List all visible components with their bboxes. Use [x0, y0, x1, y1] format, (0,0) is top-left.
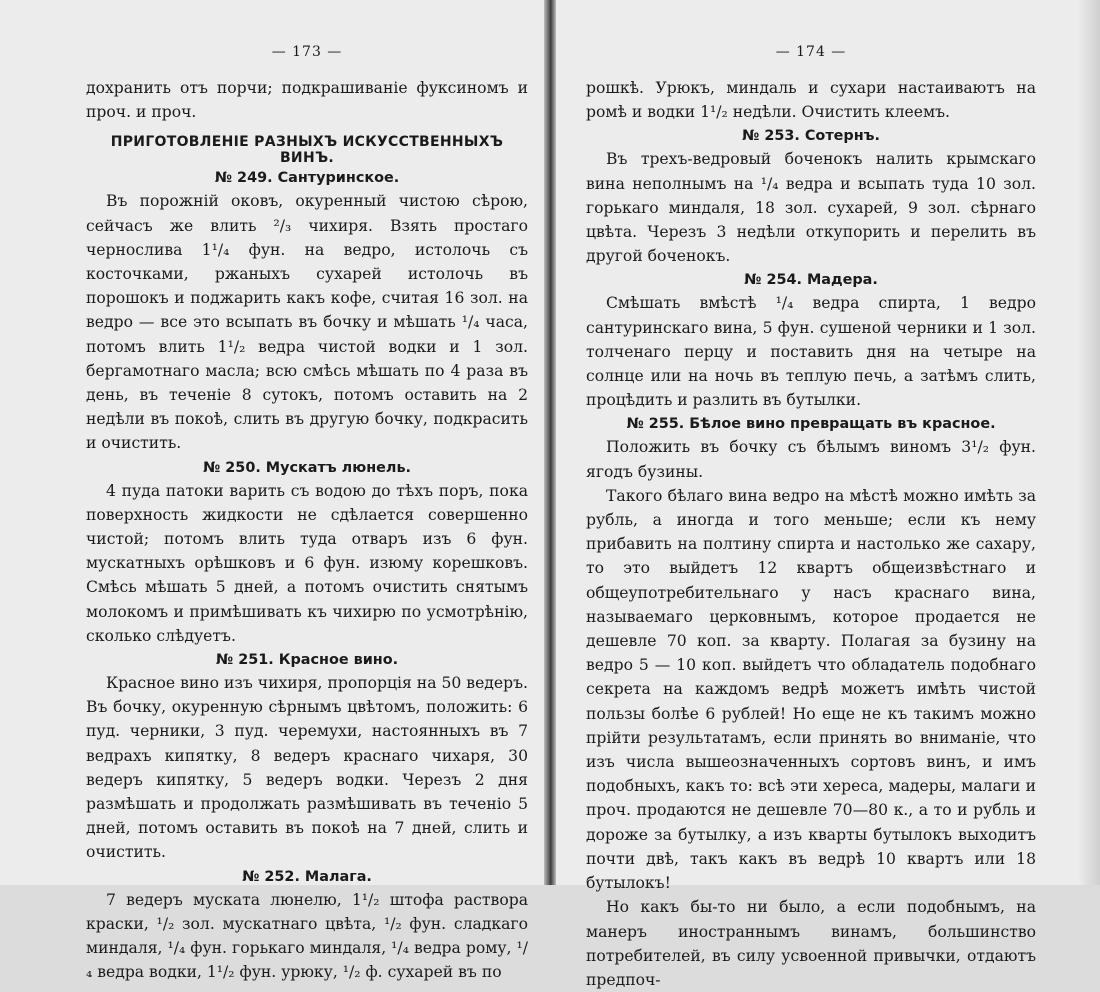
section-title: ПРИГОТОВЛЕНІЕ РАЗНЫХЪ ИСКУССТВЕННЫХЪ ВИНЪ. — [110, 134, 504, 167]
page-edge — [1078, 0, 1100, 885]
recipe-title: № 249. Сантуринское. — [214, 170, 400, 187]
recipe-text: Такого бѣлаго вина ведро на мѣстѣ можно имѣть за рубль, а иногда и того меньше; если къ нему прибавить на полтину спирта и настолько же сахару, то это выйдетъ 12 квартъ общеизвѣстнаго и общеупотребительнаго у насъ краснаго вина, называемаго церковнымъ, которое продается не дешевле 70 коп. за кварту. Полагая за бузину на ведро 5 — 10 коп. выйдетъ что обладатель подобнаго секрета на каждомъ ведрѣ можетъ имѣть чистой пользы болѣе 6 рублей! Но еще не къ такимъ можно прійти результатамъ, если принять во вниманіе, что изъ числа вышеозначенныхъ сортовъ винъ, и имъ подобныхъ, какъ то: всѣ эти хереса, мадеры, малаги и проч. продаются не дешевле 70—80 к., а то и рубль и дороже за бутылку, а изъ кварты бутылокъ выходитъ почти двѣ, такъ какъ въ ведрѣ 10 квартъ или 18 бутылокъ! — [586, 486, 1036, 893]
recipe-title: № 252. Малага. — [242, 868, 372, 885]
page-number: — 173 — — [271, 44, 343, 60]
page-number: — 174 — — [775, 44, 847, 60]
recipe-title: № 251. Красное вино. — [215, 652, 399, 669]
recipe-text: Но какъ бы-то ни было, а если подобнымъ, на манеръ иностраннымъ винамъ, большинство потребителей, въ силу усвоенной привычки, отдаютъ предпоч- — [586, 898, 1036, 989]
recipe-title: № 255. Бѣлое вино превращать въ красное. — [626, 416, 996, 433]
intro-text: дохранить отъ порчи; подкрашиваніе фуксиномъ и проч. и проч. — [86, 79, 528, 122]
book-gutter — [544, 0, 556, 885]
recipe-text: 4 пуда патоки варить съ водою до тѣхъ поръ, пока поверхность жидкости не сдѣлается совершенно чистой; потомъ влить туда отваръ изъ 6 фун. мускатныхъ орѣшковъ и 6 фун. изюму корешковъ. Смѣсь мѣшать 5 дней, а потомъ очистить снятымъ молокомъ и примѣшивать къ чихирю по усмотрѣнію, сколько слѣдуетъ. — [86, 481, 528, 645]
intro-text: рошкѣ. Урюкъ, миндаль и сухари настаиваютъ на ромѣ и водки 1¹/₂ недѣли. Очистить клеемъ. — [586, 79, 1036, 122]
recipe-text: Въ трехъ-ведровый боченокъ налить крымскаго вина неполнымъ на ¹/₄ ведра и всыпать туда 10 зол. горькаго миндаля, 18 зол. сухарей, 9 зол. сѣрнаго цвѣта. Черезъ 3 недѣли откупорить и перелить въ другой боченокъ. — [586, 150, 1036, 266]
recipe-text: Положить въ бочку съ бѣлымъ виномъ 3¹/₂ фун. ягодъ бузины. — [586, 438, 1036, 481]
recipe-text: Красное вино изъ чихиря, пропорція на 50 ведеръ. Въ бочку, окуренную сѣрнымъ цвѣтомъ, положить: 6 пуд. черники, 3 пуд. черемухи, настоянныхъ въ 7 ведрахъ кипятку, 8 ведеръ краснаго чихаря, 30 ведеръ кипятку, 5 ведеръ водки. Черезъ 2 дня размѣшать и продолжать размѣшивать въ теченіо 5 дней, потомъ оставить въ покоѣ на 7 дней, слить и очистить. — [86, 674, 528, 862]
recipe-title: № 254. Мадера. — [744, 272, 878, 289]
right-page — [556, 0, 1100, 989]
recipe-text: 7 ведеръ муската люнелю, 1¹/₂ штофа раствора краски, ¹/₂ зол. мускатнаго цвѣта, ¹/₂ фун. сладкаго миндаля, ¹/₄ фун. горькаго миндаля, ¹/₄ ведра рому, ¹/₄ ведра водки, 1¹/₂ фун. урюку, ¹/₂ ф. сухарей въ по — [86, 890, 528, 982]
recipe-text: Смѣшать вмѣстѣ ¹/₄ ведра спирта, 1 ведро сантуринскаго вина, 5 фун. сушеной черники и 1 зол. толченаго перцу и поставить дня на четыре на солнце или на ночь въ теплую печь, а затѣмъ слить, процѣдить и разлить въ бутылки. — [586, 294, 1036, 410]
recipe-title: № 253. Сотернъ. — [742, 128, 880, 145]
left-page — [0, 0, 548, 982]
recipe-text: Въ порожній оковъ, окуренный чистою сѣрою, сейчасъ же влить ²/₃ чихиря. Взять простаго чернослива 1¹/₄ фун. на ведро, истолочь съ косточками, ржаныхъ сухарей истолочь въ порошокъ и поджарить какъ кофе, считая 16 зол. на ведро — все это всыпать въ бочку и мѣшать ¹/₄ часа, потомъ влить 1¹/₂ ведра чистой водки и 1 зол. бергамотнаго масла; всю смѣсь мѣшать по 4 раза въ день, въ теченіе 8 сутокъ, потомъ оставить на 2 недѣли въ покоѣ, слить въ другую бочку, подкрасить и очистить. — [86, 192, 528, 453]
recipe-title: № 250. Мускатъ люнель. — [202, 459, 412, 476]
